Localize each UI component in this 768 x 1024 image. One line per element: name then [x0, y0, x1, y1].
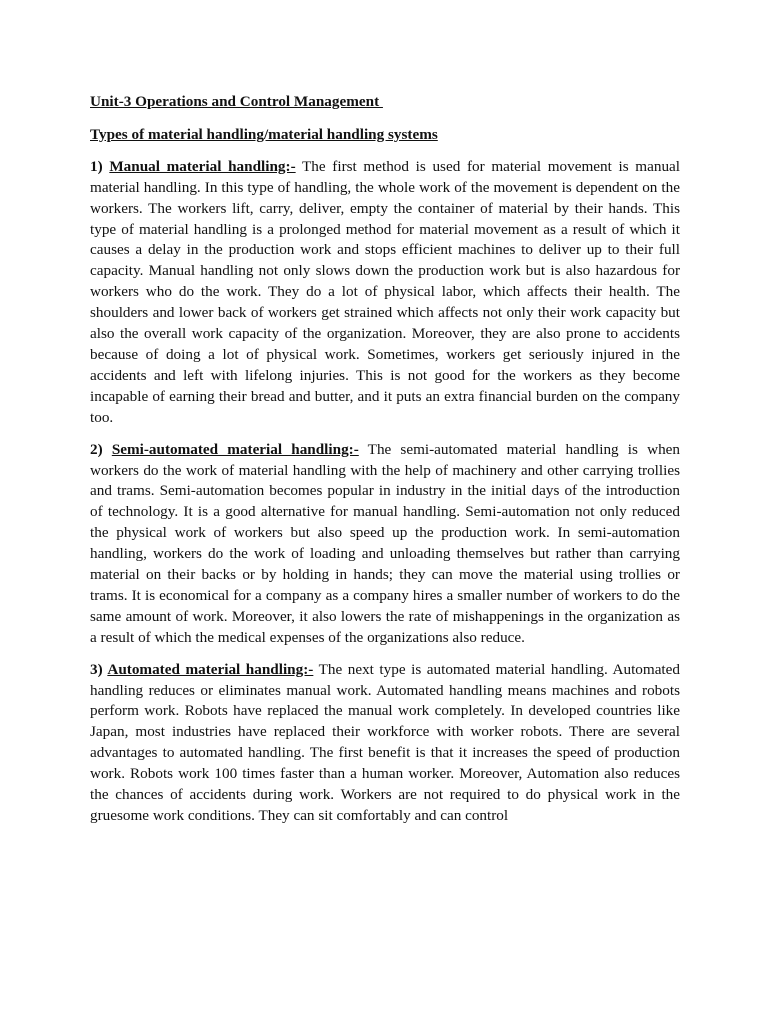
- unit-title: Unit-3 Operations and Control Management: [90, 93, 383, 110]
- paragraph-number: 1): [90, 157, 110, 175]
- paragraph-semi-automated-handling: [90, 440, 680, 649]
- paragraph-title: Manual material handling:-: [109, 157, 296, 175]
- paragraph-title: Semi-automated material handling:-: [111, 440, 359, 458]
- paragraph-number: 3): [90, 660, 108, 678]
- paragraph-number: 2): [90, 440, 112, 458]
- paragraph-title: Automated material handling:-: [107, 660, 314, 678]
- paragraph-body: The first method is used for material movement is manual material handling. In this type of handling, the whole work of the movement is dependent on the workers. The workers lift, carry, deliver, empty the container of material by their hands. This type of material handling is a prolonged method for material movement as a result of which it causes a delay in the production work and stops efficient machines to deliver up to their full capacity. Manual handling not only slows down the production work but is also hazardous for workers who do the work. They do a lot of physical labor, which affects their health. The shoulders and lower back of workers get strained which affects not only their work capacity but also the overall work capacity of the organization. Moreover, they are also prone to accidents because of doing a lot of physical work. Sometimes, workers get seriously injured in the accidents and left with lifelong injuries. This is not good for the workers as they become incapable of earning their bread and butter, and it puts an extra financial burden on the company too.: [90, 157, 681, 426]
- section-heading: Types of material handling/material handling systems: [90, 125, 438, 143]
- paragraph-body: The semi-automated material handling is when workers do the work of material handling with the help of machinery and other carrying trollies and trams. Semi-automation becomes popular in industry in the initial days of the introduction of technology. It is a good alternative for manual handling. Semi-automation not only reduced the physical work of workers but also speed up the production work. In semi-automation handling, workers do the work of loading and unloading themselves but rather than carrying material on their backs or by holding in hands; they can move the material using trollies or trams. It is economical for a company as a company hires a smaller number of workers to do the same amount of work. Moreover, it also lowers the rate of mishappenings in the organization as a result of which the medical expenses of the organizations also reduce.: [90, 440, 680, 646]
- paragraph-body: The next type is automated material handling. Automated handling reduces or eliminates manual work. Automated handling means machines and robots perform work. Robots have replaced the manual work completely. In developed countries like Japan, most industries have replaced their workforce with worker robots. There are several advantages to automated handling. The first benefit is that it increases the speed of production work. Robots work 100 times faster than a human worker. Moreover, Automation also reduces the chances of accidents during work. Workers are not required to do physical work in the gruesome work conditions. They can sit comfortably and can control: [90, 660, 680, 824]
- document-page: [90, 92, 680, 838]
- paragraph-automated-handling: [90, 660, 680, 827]
- paragraph-manual-handling: [90, 157, 680, 429]
